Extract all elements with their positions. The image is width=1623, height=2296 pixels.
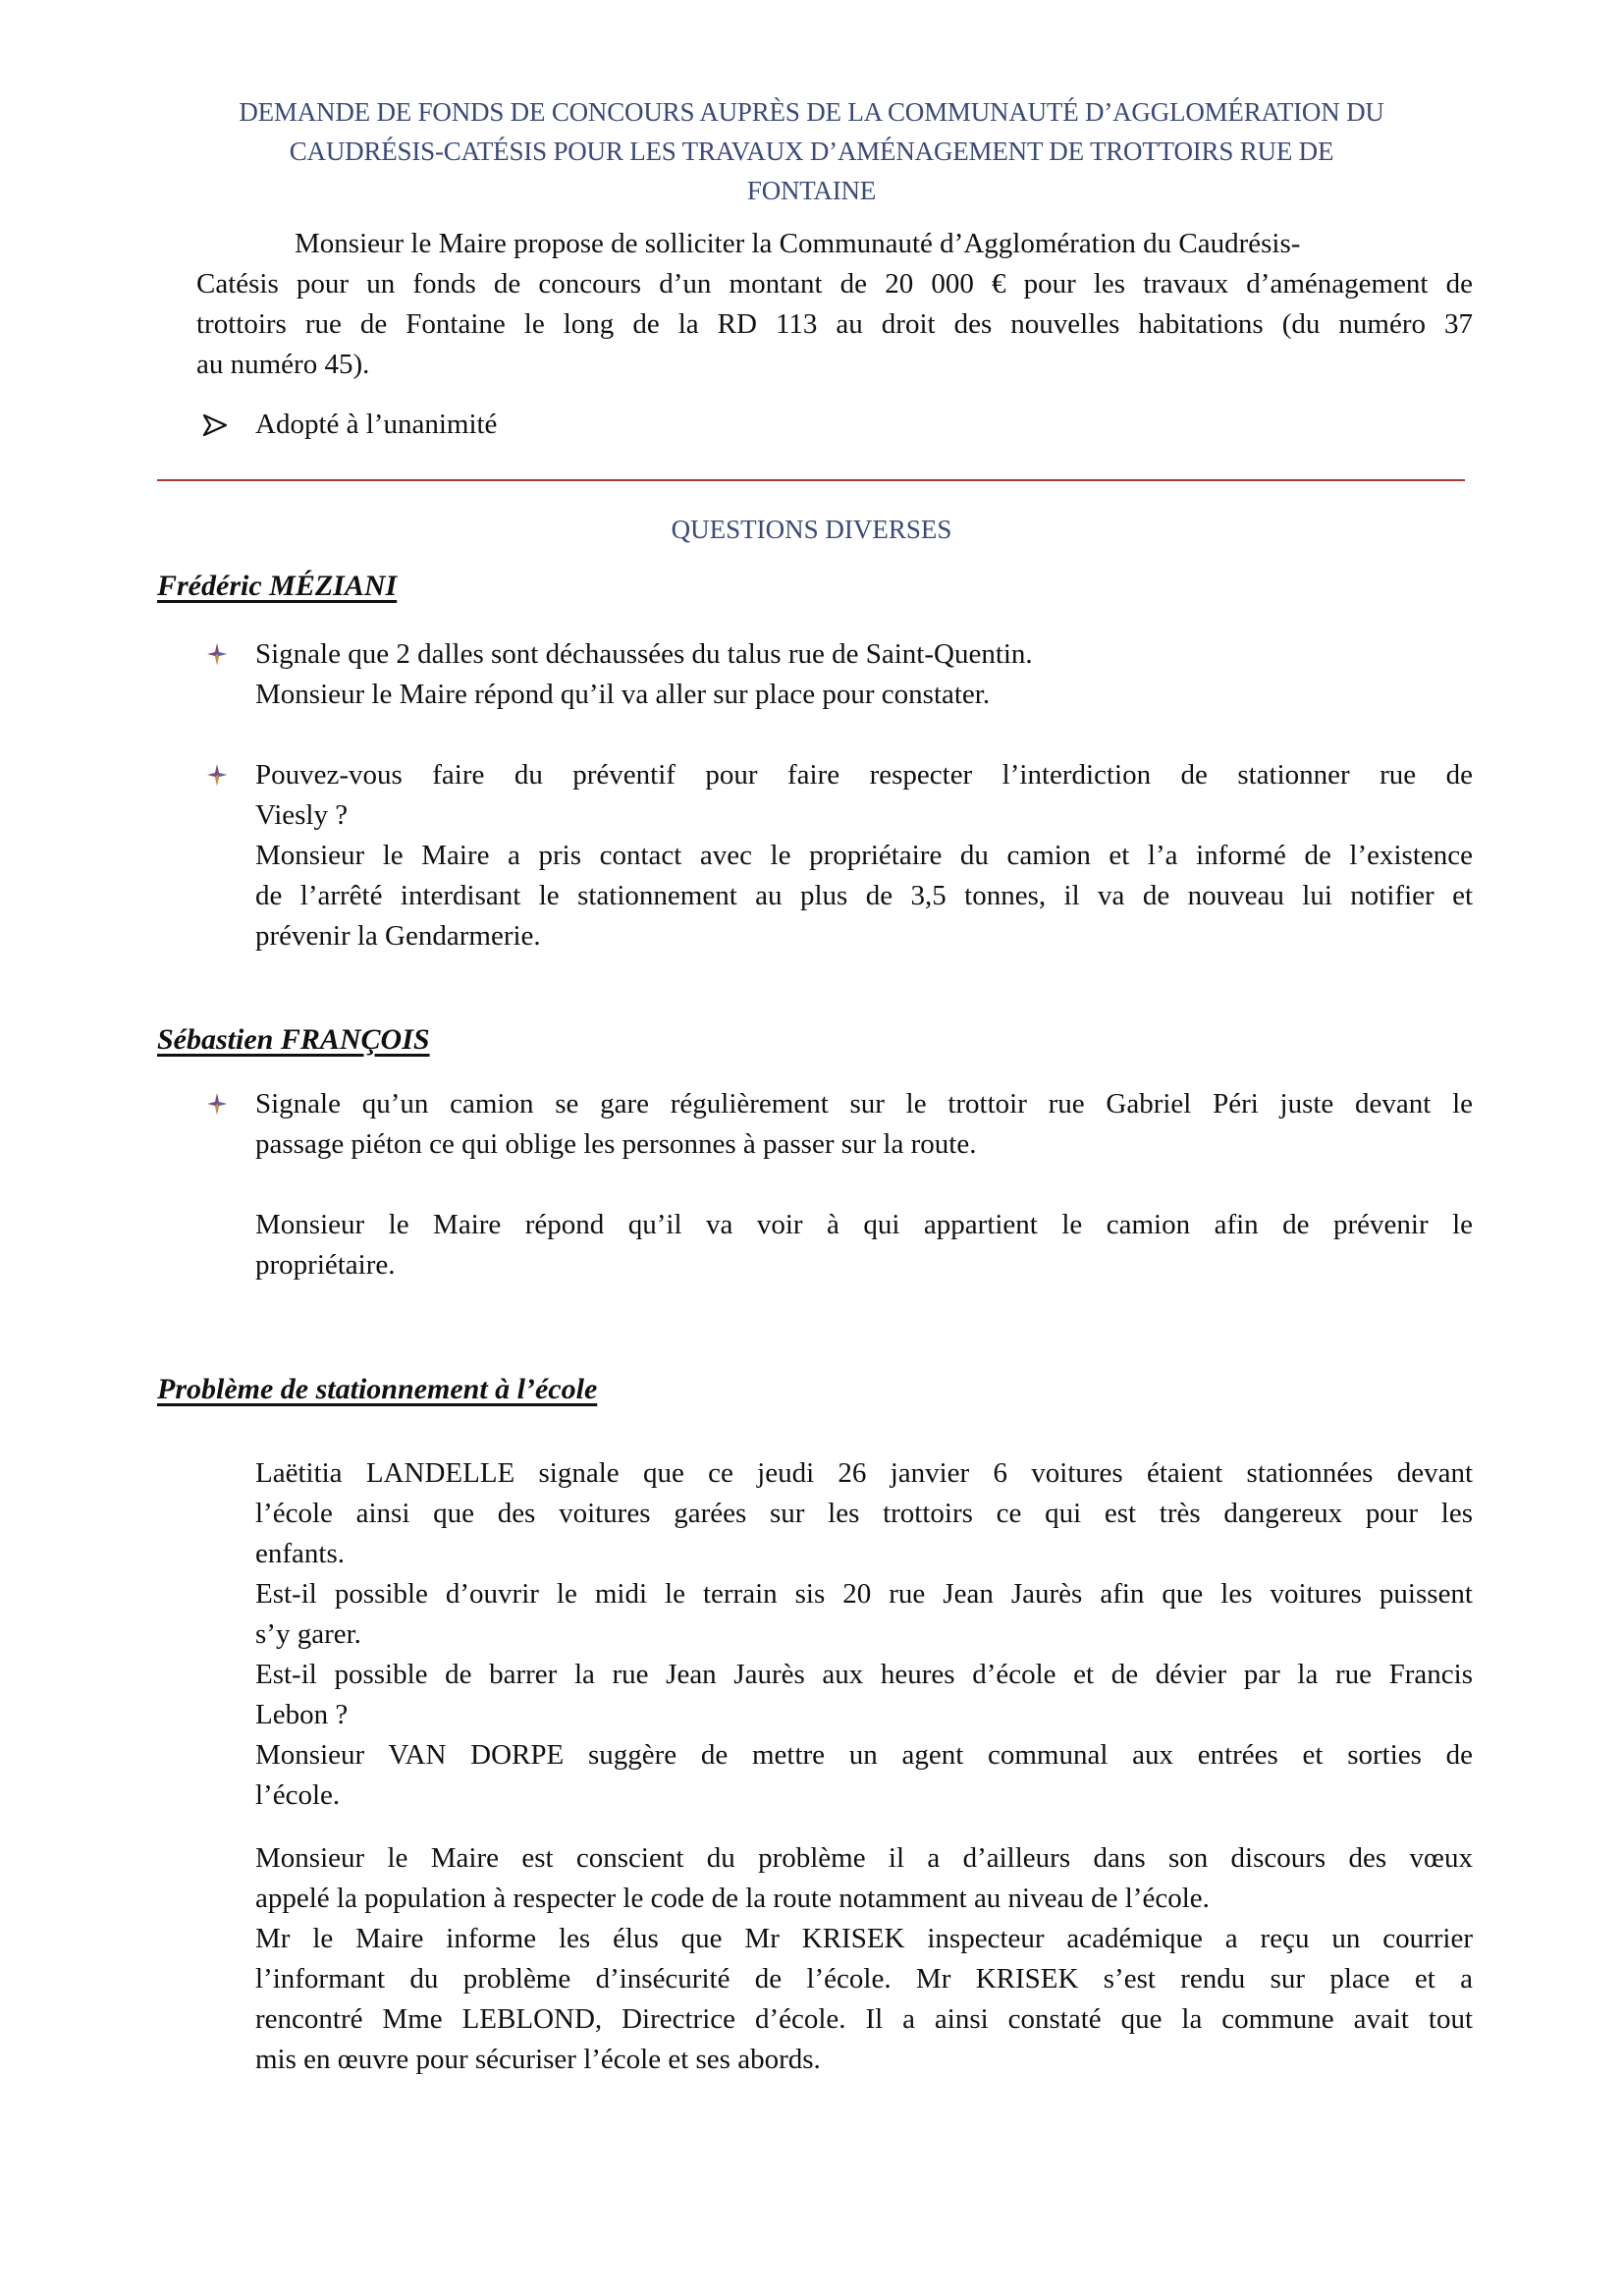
school-p1-line-1: Laëtitia LANDELLE signale que ce jeudi 26 janvier 6 voitures étaient stationnées devant <box>255 1457 1473 1489</box>
intro-line-2: Catésis pour un fonds de concours d’un montant de 20 000 € pour les travaux d’aménagement de <box>196 268 1473 300</box>
title-line-3: FONTAINE <box>746 176 877 205</box>
p1-item2-line-4: de l’arrêté interdisant le stationnement au plus de 3,5 tonnes, il va de nouveau lui notifier et <box>255 880 1473 911</box>
speaker-name-1: Frédéric MÉZIANI <box>157 570 398 602</box>
section-title: QUESTIONS DIVERSES <box>671 515 952 544</box>
p1-item2-line-3: Monsieur le Maire a pris contact avec le propriétaire du camion et l’a informé de l’existence <box>255 840 1473 871</box>
school-p2-line-1: Monsieur le Maire est conscient du problème il a d’ailleurs dans son discours des vœux <box>255 1842 1473 1874</box>
school-p1-line-5: s’y garer. <box>255 1618 361 1650</box>
school-p1-line-3: enfants. <box>255 1538 345 1569</box>
school-heading: Problème de stationnement à l’école <box>157 1373 598 1405</box>
p1-item1-line-2: Monsieur le Maire répond qu’il va aller sur place pour constater. <box>255 679 991 710</box>
p2-item1-line-1: Signale qu’un camion se gare régulièrement sur le trottoir rue Gabriel Péri juste devant le <box>255 1088 1473 1120</box>
p2-item1-line-4: propriétaire. <box>255 1249 396 1281</box>
school-p1-line-2: l’école ainsi que des voitures garées sur les trottoirs ce qui est très dangereux pour les <box>255 1498 1473 1529</box>
school-p2-line-6: mis en œuvre pour sécuriser l’école et ses abords. <box>255 2044 821 2075</box>
p1-item2-line-1: Pouvez-vous faire du préventif pour faire respecter l’interdiction de stationner rue de <box>255 759 1473 791</box>
school-p2-line-2: appelé la population à respecter le code de la route notamment au niveau de l’école. <box>255 1883 1210 1914</box>
school-p2-line-5: rencontré Mme LEBLOND, Directrice d’école. Il a ainsi constaté que la commune avait tout <box>255 2003 1473 2035</box>
arrowhead-bullet-icon <box>202 412 228 438</box>
title-line-2: CAUDRÉSIS-CATÉSIS POUR LES TRAVAUX D’AMÉNAGEMENT DE TROTTOIRS RUE DE <box>289 137 1334 166</box>
school-p1-line-9: l’école. <box>255 1779 341 1811</box>
school-p1-line-7: Lebon ? <box>255 1699 349 1730</box>
school-p1-line-4: Est-il possible d’ouvrir le midi le terrain sis 20 rue Jean Jaurès afin que les voitures puissent <box>255 1578 1473 1610</box>
p1-item2-line-5: prévenir la Gendarmerie. <box>255 920 541 952</box>
school-p1-line-8: Monsieur VAN DORPE suggère de mettre un agent communal aux entrées et sorties de <box>255 1739 1473 1771</box>
four-point-star-bullet-icon <box>206 1092 228 1116</box>
four-point-star-bullet-icon <box>206 642 228 666</box>
intro-line-3: trottoirs rue de Fontaine le long de la RD 113 au droit des nouvelles habitations (du numéro 37 <box>196 308 1473 340</box>
title-line-1: DEMANDE DE FONDS DE CONCOURS AUPRÈS DE LA COMMUNAUTÉ D’AGGLOMÉRATION DU <box>239 97 1384 127</box>
p1-item2-line-2: Viesly ? <box>255 799 349 831</box>
section-divider <box>157 479 1465 481</box>
intro-line-1: Monsieur le Maire propose de solliciter la Communauté d’Agglomération du Caudrésis- <box>295 228 1301 259</box>
document-title <box>157 92 1466 210</box>
p2-item1-line-3: Monsieur le Maire répond qu’il va voir à qui appartient le camion afin de prévenir le <box>255 1209 1473 1240</box>
school-p1-line-6: Est-il possible de barrer la rue Jean Jaurès aux heures d’école et de dévier par la rue Francis <box>255 1659 1473 1690</box>
four-point-star-bullet-icon <box>206 763 228 787</box>
school-p2-line-4: l’informant du problème d’insécurité de l’école. Mr KRISEK s’est rendu sur place et a <box>255 1963 1473 1995</box>
p2-item1-line-2: passage piéton ce qui oblige les personnes à passer sur la route. <box>255 1128 977 1160</box>
speaker-name-2: Sébastien FRANÇOIS <box>157 1023 430 1056</box>
school-p2-line-3: Mr le Maire informe les élus que Mr KRISEK inspecteur académique a reçu un courrier <box>255 1923 1473 1954</box>
vote-result: Adopté à l’unanimité <box>255 409 498 440</box>
p1-item1-line-1: Signale que 2 dalles sont déchaussées du talus rue de Saint-Quentin. <box>255 638 1033 670</box>
intro-line-4: au numéro 45). <box>196 349 370 380</box>
